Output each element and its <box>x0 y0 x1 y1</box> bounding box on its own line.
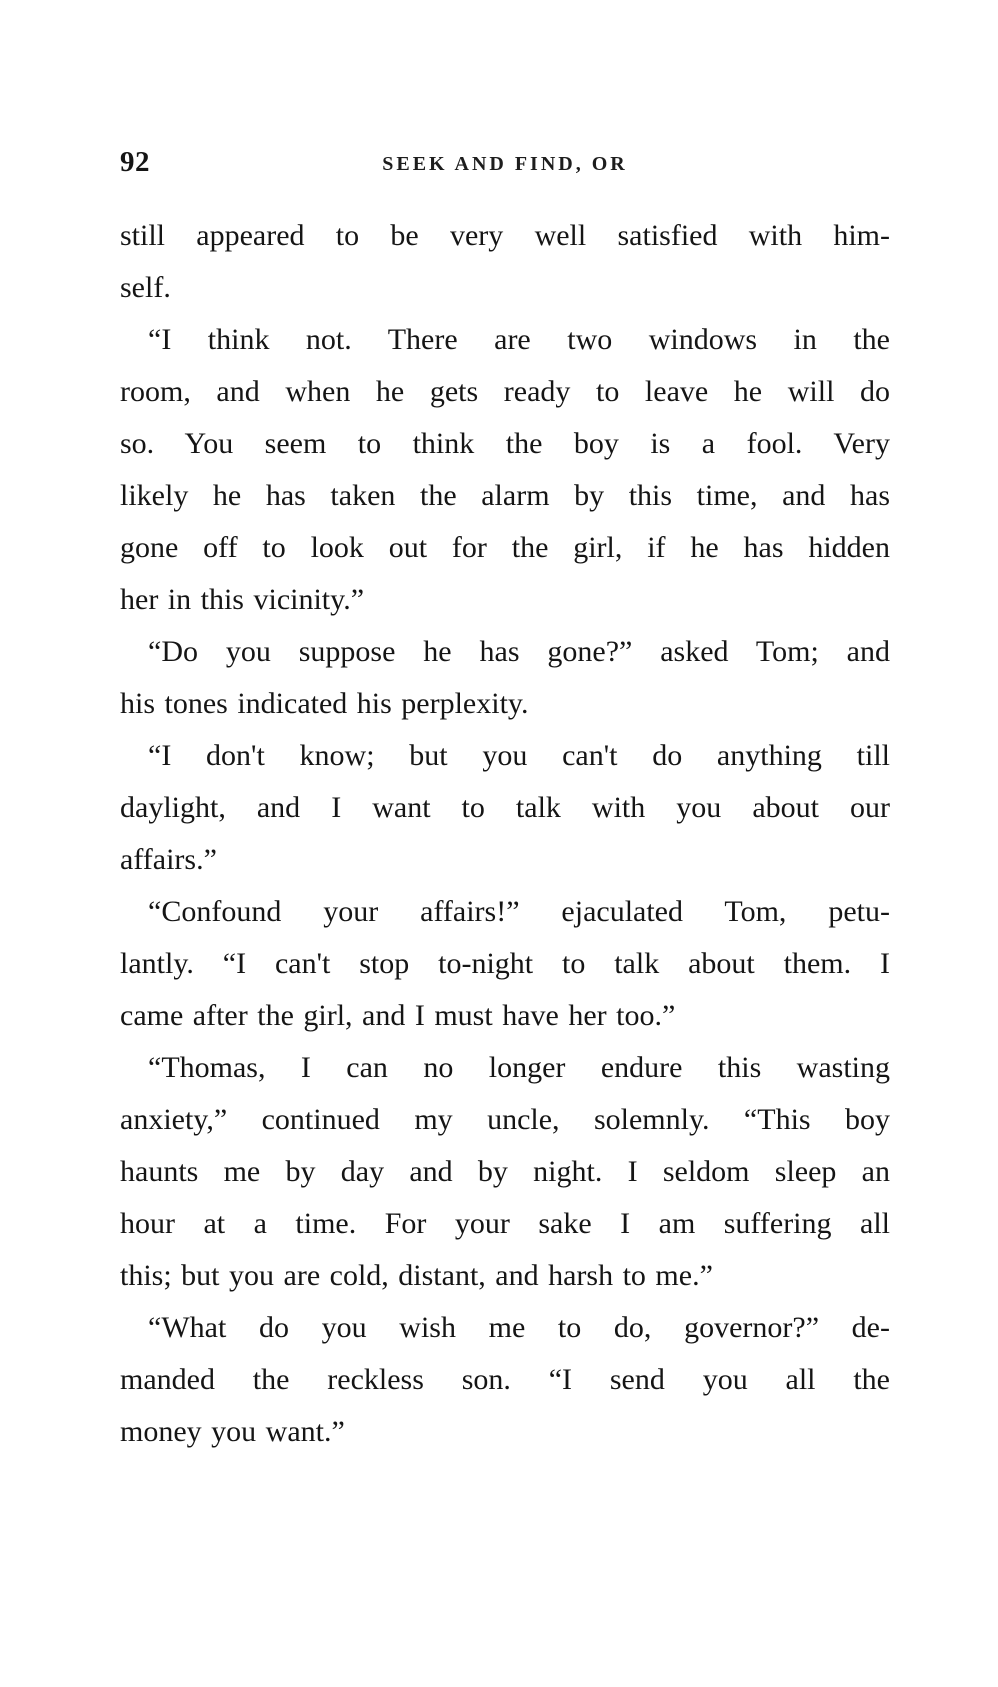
text-line: self. <box>120 271 171 304</box>
paragraph <box>120 210 890 314</box>
page-header <box>120 146 890 186</box>
text-line: affairs.” <box>120 843 217 876</box>
paragraph <box>120 1302 890 1458</box>
text-line: money you want.” <box>120 1415 345 1448</box>
text-line: “Confound your affairs!” ejaculated Tom, petu- <box>148 895 890 928</box>
text-line: haunts me by day and by night. I seldom sleep an <box>120 1155 890 1188</box>
text-line: likely he has taken the alarm by this time, and has <box>120 479 890 512</box>
paragraph <box>120 886 890 1042</box>
body-text <box>120 210 890 1458</box>
paragraph <box>120 1042 890 1302</box>
text-line: gone off to look out for the girl, if he has hidden <box>120 531 890 564</box>
paragraph <box>120 730 890 886</box>
text-line: this; but you are cold, distant, and harsh to me.” <box>120 1259 713 1292</box>
text-line: “What do you wish me to do, governor?” de- <box>148 1311 890 1344</box>
text-line: “I think not. There are two windows in the <box>148 323 890 356</box>
text-line: anxiety,” continued my uncle, solemnly. “This boy <box>120 1103 890 1136</box>
text-line: hour at a time. For your sake I am suffering all <box>120 1207 890 1240</box>
page-number: 92 <box>120 146 150 178</box>
text-line: lantly. “I can't stop to-night to talk about them. I <box>120 947 890 980</box>
text-line: daylight, and I want to talk with you about our <box>120 791 890 824</box>
paragraph <box>120 314 890 626</box>
text-line: “Do you suppose he has gone?” asked Tom; and <box>148 635 890 668</box>
text-line: “Thomas, I can no longer endure this wasting <box>148 1051 890 1084</box>
text-line: manded the reckless son. “I send you all the <box>120 1363 890 1396</box>
running-title: SEEK AND FIND, OR <box>382 153 628 175</box>
text-line: so. You seem to think the boy is a fool. Very <box>120 427 890 460</box>
text-line: still appeared to be very well satisfied with him- <box>120 219 890 252</box>
text-line: “I don't know; but you can't do anything till <box>148 739 890 772</box>
text-line: her in this vicinity.” <box>120 583 365 616</box>
text-line: his tones indicated his perplexity. <box>120 687 529 720</box>
text-line: room, and when he gets ready to leave he will do <box>120 375 890 408</box>
paragraph <box>120 626 890 730</box>
text-line: came after the girl, and I must have her too.” <box>120 999 676 1032</box>
